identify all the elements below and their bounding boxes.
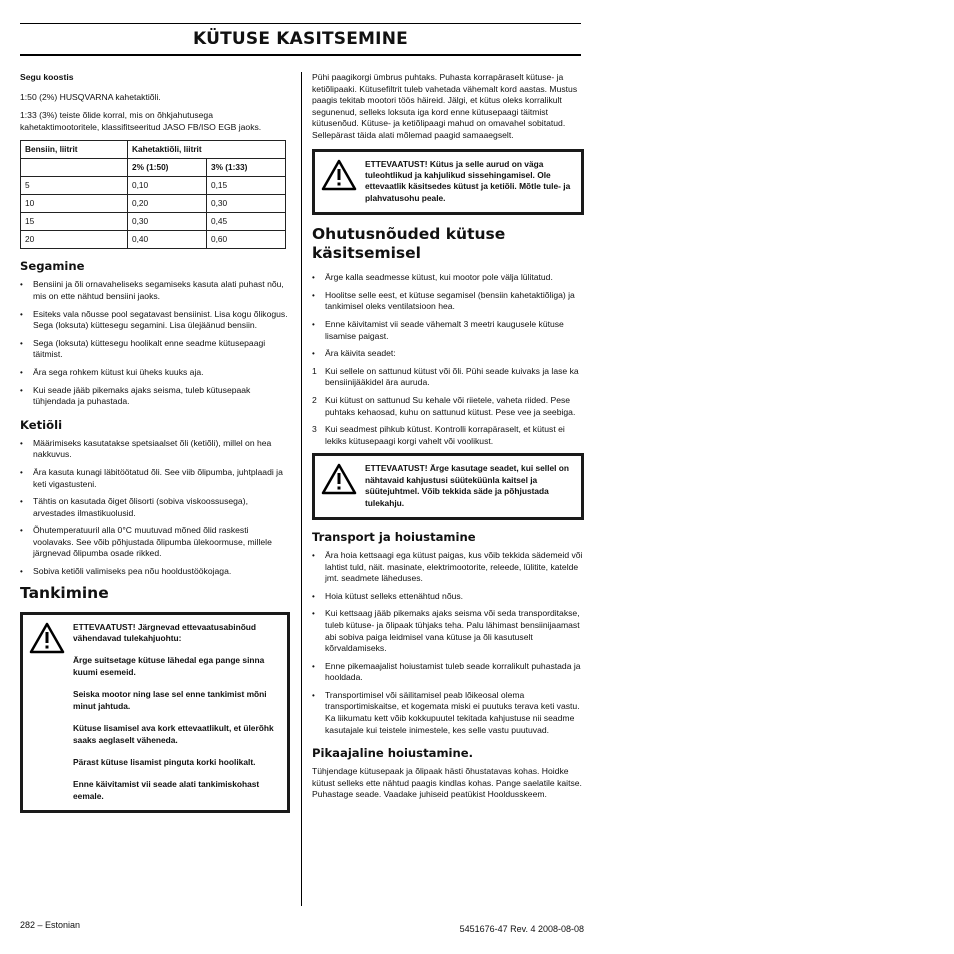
table-cell: 0,10: [128, 177, 207, 195]
list-item: [312, 366, 584, 389]
segamine-list: [20, 279, 290, 407]
table-cell: 0,30: [207, 195, 286, 213]
warning-text: Enne käivitamist vii seade alati tankimiskohast eemale.: [73, 779, 260, 801]
warning-text: ETTEVAATUST! Kütus ja selle aurud on väga tuleohtlikud ja kahjulikud sissehingamisel. Ole ettevaatlik käsitsedes kütust ja ketiõli. Mõtle tule- ja plahvatusohu peale.: [365, 158, 571, 203]
list-text: Kui seadmest pihkub kütust. Kontrolli korrapäraselt, et kütust ei lekiks kütusepaagi korgi vahelt või voolikust.: [325, 424, 565, 446]
table-row: [21, 195, 286, 213]
table-header-oli: Kahetaktiõli, liitrit: [128, 141, 286, 159]
table-cell: 0,60: [207, 231, 286, 249]
page-title: KÜTUSE KASITSEMINE: [193, 29, 408, 49]
list-text: Kui sellele on sattunud kütust või õli. Pühi seade kuivaks ja lase ka bensiinijääkidel ära auruda.: [325, 365, 579, 388]
fuel-warning-box: [312, 149, 584, 216]
table-cell: 5: [21, 177, 128, 195]
warning-text: ETTEVAATUST! Järgnevad ettevaatusabinõud vähendavad tulekahjuohtu:: [73, 621, 257, 644]
warning-text: Kütuse lisamisel ava kork ettevaatlikult, et ülerõhk saaks aeglaselt väheneda.: [73, 723, 274, 745]
list-number: 2: [312, 394, 317, 405]
table-header-3pct: 3% (1:33): [207, 159, 286, 177]
segu-paragraph-1: 1:50 (2%) HUSQVARNA kahetaktiõli.: [20, 91, 161, 102]
warning-triangle-icon: [321, 159, 365, 205]
intro-paragraph: Pühi paagikorgi ümbrus puhtaks. Puhasta korrapäraselt kütuse- ja ketiõlipaaki. Kütusefiltrit tuleb vahetada vähemalt kord aastas. Mustus paagis tekitab mootori töös häireid. Jälgi, et kütus oleks korralikult segunenud, selleks loksuta iga kord enne kütusepaagi täitmist kütusenõud. Kütuse- ja ketiõlipaagi mahud on omavahel sobitatud. Sellepärast täida alati mõlemad paagid samaaegselt.: [312, 72, 578, 140]
list-item: [312, 424, 584, 447]
numbered-list: [312, 366, 584, 448]
table-row: [21, 177, 286, 195]
pikaajaline-heading: Pikaajaline hoiustamine.: [312, 746, 474, 761]
list-item: • Ärge kalla seadmesse kütust, kui mootor pole välja lülitatud.: [312, 272, 584, 284]
page-title-bar: [20, 23, 581, 56]
list-item: • Transportimisel või säilitamisel peab lõikeosal olema transportimiskaitse, et kogemata miski ei puutuks terava keti vastu. Ka liikumatu kett võib kokkupuutel tekitada kahjustuse nii seadme kasutajale kui teistele inimestele, kes selle vastu puutuvad.: [312, 690, 584, 736]
list-item: • Ära sega rohkem kütust kui üheks kuuks aja.: [20, 367, 290, 379]
table-cell: 0,30: [128, 213, 207, 231]
warning-text: Pärast kütuse lisamist pinguta korki hoolikalt.: [73, 756, 256, 767]
table-row: [21, 213, 286, 231]
warning-triangle-icon: [321, 463, 365, 509]
segamine-heading: Segamine: [20, 259, 85, 274]
ohutus-list: [312, 272, 584, 360]
transport-heading: Transport ja hoiustamine: [312, 529, 476, 544]
segu-paragraph-2: 1:33 (3%) teiste õlide korral, mis on õhkjahutusega kahetaktimootoritele, klassifitseeritud JASO FB/ISO EGB jaoks.: [20, 110, 262, 132]
list-item: • Hoia kütust selleks ettenähtud nõus.: [312, 591, 584, 603]
tankimine-heading: Tankimine: [20, 583, 109, 602]
right-column: [312, 72, 584, 808]
list-item: • Ära hoia kettsaagi ega kütust paigas, kus võib tekkida sädemeid või lahtist tuld, näit. masinate, elektrimootorite, releede, lülitite, katelde jmt. seadmete läheduses.: [312, 550, 584, 585]
list-item: • Enne pikemaajalist hoiustamist tuleb seade korralikult puhastada ja hooldada.: [312, 661, 584, 684]
tankimine-warning-box: [20, 612, 290, 813]
table-header-bensiin: Bensiin, liitrit: [21, 141, 128, 159]
warning-triangle-icon: [29, 622, 73, 802]
table-cell: 20: [21, 231, 128, 249]
left-column: [20, 72, 290, 823]
table-cell: 0,20: [128, 195, 207, 213]
spark-warning-box: [312, 453, 584, 520]
ketioli-heading: Ketiõli: [20, 417, 63, 432]
list-number: 3: [312, 424, 317, 435]
warning-text: Ärge suitsetage kütuse lähedal ega pange sinna kuumi esemeid.: [73, 655, 265, 677]
segu-title: Segu koostis: [20, 72, 74, 82]
list-item: • Bensiini ja õli ornavaheliseks segamiseks kasuta alati puhast nõu, mis on ette nähtud bensiini jaoks.: [20, 279, 290, 302]
list-item: • Sobiva ketiõli valimiseks pea nõu hooldustöökojaga.: [20, 566, 290, 578]
table-row: [21, 231, 286, 249]
list-text: Kui kütust on sattunud Su kehale või riietele, vaheta riided. Pese puhtaks kehaosad, kuhu on sattunud kütust. Pese vee ja seebiga.: [325, 394, 576, 417]
list-item: [312, 395, 584, 418]
list-item: • Kui seade jääb pikemaks ajaks seisma, tuleb kütusepaak tühjendada ja puhastada.: [20, 385, 290, 408]
warning-text: ETTEVAATUST! Ärge kasutage seadet, kui sellel on nähtavaid kahjustusi süüteküünla kaitsel ja süütejuhtmel. Võib tekkida säde ja põhjustada tulekahju.: [365, 463, 569, 508]
list-item: • Enne käivitamist vii seade vähemalt 3 meetri kaugusele kütuse lisamise paigast.: [312, 319, 584, 342]
transport-list: [312, 550, 584, 736]
list-item: • Esiteks vala nõusse pool segatavast bensiinist. Lisa kogu õlikogus. Sega (loksuta) küttesegu segamini. Lisa ülejäänud bensiin.: [20, 309, 290, 332]
table-cell: 0,15: [207, 177, 286, 195]
mix-table: [20, 140, 286, 249]
list-item: • Tähtis on kasutada õiget õlisorti (sobiva viskoossusega), arvestades ilmastikuolusid.: [20, 496, 290, 519]
list-item: • Määrimiseks kasutatakse spetsiaalset õli (ketiõli), millel on hea nakkuvus.: [20, 438, 290, 461]
list-item: • Sega (loksuta) küttesegu hoolikalt enne seadme kütusepaagi täitmist.: [20, 338, 290, 361]
table-header-2pct: 2% (1:50): [128, 159, 207, 177]
list-item: • Hoolitse selle eest, et kütuse segamisel (bensiin kahetaktiõliga) ja tankimisel oleks ventilatsioon hea.: [312, 290, 584, 313]
list-number: 1: [312, 365, 317, 376]
table-cell: 15: [21, 213, 128, 231]
list-item: • Ära käivita seadet:: [312, 348, 584, 360]
pikaajaline-paragraph: Tühjendage kütusepaak ja õlipaak hästi õhustatavas kohas. Hoidke kütust selleks ette nähtud paagis kindlas kohas. Pange saelatile kaitse. Puhastage seade. Vaadake juhiseid peatükist Hooldusskeem.: [312, 766, 582, 800]
document-revision: 5451676-47 Rev. 4 2008-08-08: [459, 924, 584, 934]
ketioli-list: [20, 438, 290, 578]
column-divider: [301, 72, 302, 906]
table-cell: 0,40: [128, 231, 207, 249]
list-item: • Kui kettsaag jääb pikemaks ajaks seisma või seda transporditakse, tuleb kütuse- ja õlipaak tühjaks teha. Palu lähimast bensiinijaamast abi sobiva paiga leidmisel vana kütuse ja õli kasutuselt kõrvaldamiseks.: [312, 608, 584, 654]
page-number: 282 – Estonian: [20, 920, 81, 930]
warning-text: Seiska mootor ning lase sel enne tankimist mõni minut jahtuda.: [73, 689, 267, 711]
list-item: • Õhutemperatuuril alla 0°C muutuvad mõned õlid raskesti voolavaks. See võib põhjustada õlipumba ülekoormuse, millele järgnevad õlipumba osade rikked.: [20, 525, 290, 560]
table-cell: 0,45: [207, 213, 286, 231]
table-cell-empty: [21, 159, 128, 177]
ohutus-heading: Ohutusnõuded kütuse käsitsemisel: [312, 225, 506, 263]
list-item: • Ära kasuta kunagi läbitöötatud õli. See viib õlipumba, juhtplaadi ja keti vigastusteni.: [20, 467, 290, 490]
table-cell: 10: [21, 195, 128, 213]
